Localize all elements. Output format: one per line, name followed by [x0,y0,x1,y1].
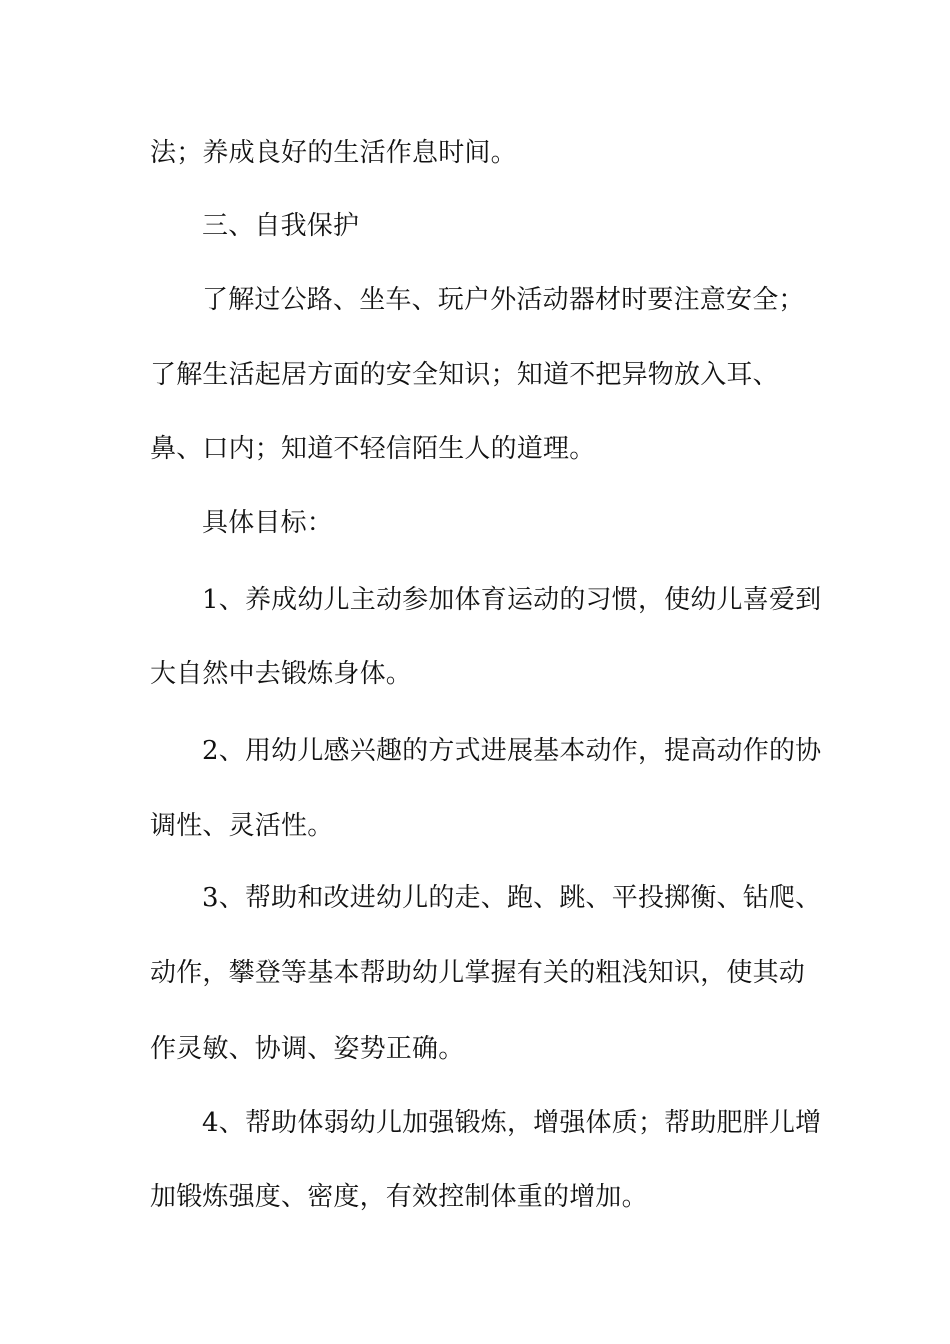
text-line: 鼻、口内；知道不轻信陌生人的道理。 [150,434,596,464]
list-item: 4、帮助体弱幼儿加强锻炼，增强体质；帮助肥胖儿增 [202,1108,822,1138]
text-line: 大自然中去锻炼身体。 [150,659,413,689]
text-line: 加锻炼强度、密度，有效控制体重的增加。 [150,1182,648,1212]
text-line: 动作，攀登等基本帮助幼儿掌握有关的粗浅知识，使其动 [150,958,806,988]
subheading: 具体目标： [202,508,334,538]
section-heading: 三、自我保护 [202,211,360,241]
list-item: 1、养成幼儿主动参加体育运动的习惯，使幼儿喜爱到 [202,585,822,615]
text-line: 调性、灵活性。 [150,811,334,841]
text-line: 了解生活起居方面的安全知识；知道不把异物放入耳、 [150,360,779,390]
text-line: 了解过公路、坐车、玩户外活动器材时要注意安全； [202,285,805,315]
list-item: 3、帮助和改进幼儿的走、跑、跳、平投掷衡、钻爬、 [202,883,822,913]
text-line: 法；养成良好的生活作息时间。 [150,138,517,168]
list-item: 2、用幼儿感兴趣的方式进展基本动作，提高动作的协 [202,736,822,766]
text-line: 作灵敏、协调、姿势正确。 [150,1034,465,1064]
